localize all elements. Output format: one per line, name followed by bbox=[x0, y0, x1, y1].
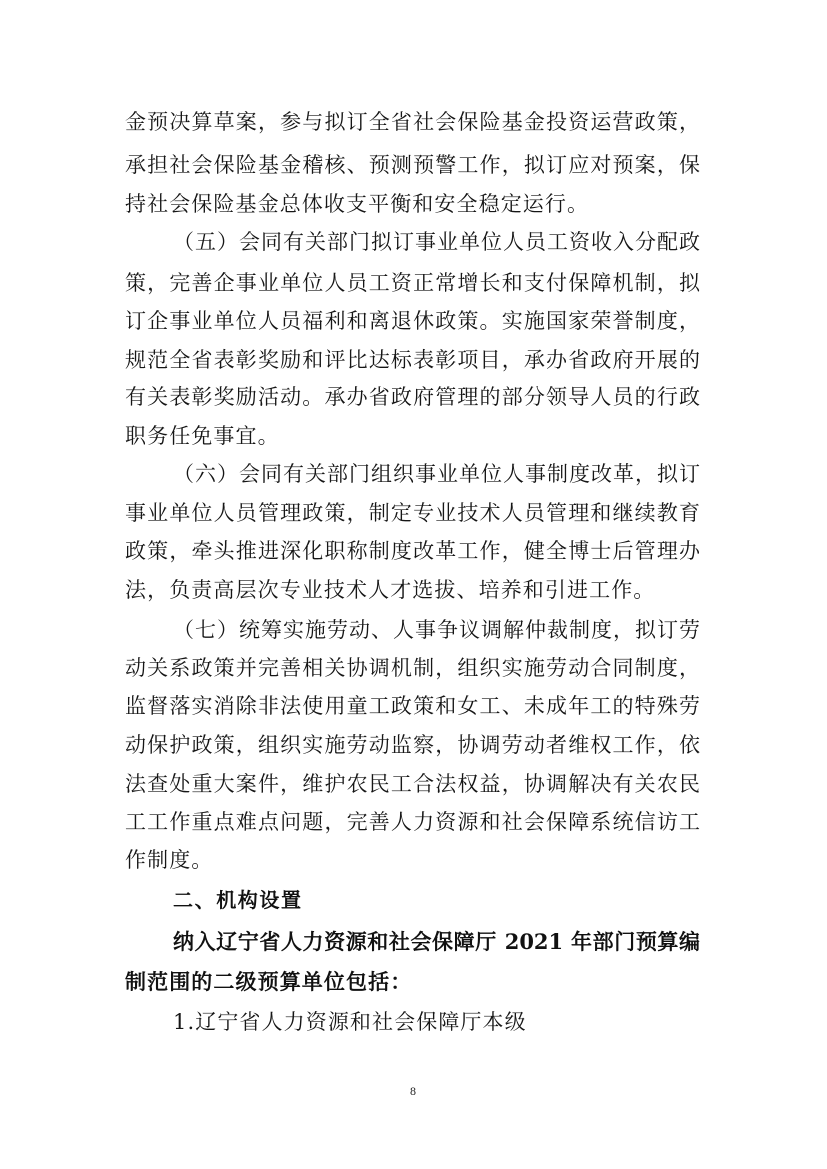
paragraph-line: 规范全省表彰奖励和评比达标表彰项目，承办省政府开展的 bbox=[125, 348, 700, 372]
paragraph-line: 持社会保险基金总体收支平衡和安全稳定运行。 bbox=[125, 192, 590, 216]
paragraph-line: 职务任免事宜。 bbox=[125, 424, 280, 448]
paragraph-line-item-5: （五）会同有关部门拟订事业单位人员工资收入分配政 bbox=[173, 230, 700, 254]
page-number: 8 bbox=[410, 1084, 416, 1098]
paragraph-line-item-6: （六）会同有关部门组织事业单位人事制度改革，拟订 bbox=[173, 462, 700, 486]
paragraph-line: 工工作重点难点问题，完善人力资源和社会保障系统信访工 bbox=[125, 810, 700, 834]
section-heading: 二、机构设置 bbox=[173, 888, 303, 912]
paragraph-line: 动保护政策，组织实施劳动监察，协调劳动者维权工作，依 bbox=[125, 733, 700, 757]
paragraph-line: 策，完善企事业单位人员工资正常增长和支付保障机制，拟 bbox=[125, 271, 700, 295]
paragraph-line: 法查处重大案件，维护农民工合法权益，协调解决有关农民 bbox=[125, 772, 700, 796]
paragraph-line: 法，负责高层次专业技术人才选拔、培养和引进工作。 bbox=[125, 578, 656, 602]
paragraph-line: 动关系政策并完善相关协调机制，组织实施劳动合同制度， bbox=[125, 656, 700, 680]
unit-list-item: 1.辽宁省人力资源和社会保障厅本级 bbox=[173, 1010, 527, 1034]
paragraph-line: 订企事业单位人员福利和离退休政策。实施国家荣誉制度， bbox=[125, 309, 700, 333]
paragraph-line: 有关表彰奖励活动。承办省政府管理的部分领导人员的行政 bbox=[125, 385, 700, 409]
paragraph-line: 监督落实消除非法使用童工政策和女工、未成年工的特殊劳 bbox=[125, 694, 700, 718]
paragraph-line-item-7: （七）统筹实施劳动、人事争议调解仲裁制度，拟订劳 bbox=[173, 618, 700, 642]
scope-statement-line: 制范围的二级预算单位包括： bbox=[125, 969, 413, 994]
paragraph-line: 事业单位人员管理政策，制定专业技术人员管理和继续教育 bbox=[125, 501, 700, 525]
paragraph-line: 承担社会保险基金稽核、预测预警工作，拟订应对预案，保 bbox=[125, 153, 700, 177]
scope-statement-line: 纳入辽宁省人力资源和社会保障厅 2021 年部门预算编 bbox=[173, 929, 700, 954]
paragraph-line: 政策，牵头推进深化职称制度改革工作，健全博士后管理办 bbox=[125, 539, 700, 563]
paragraph-line: 作制度。 bbox=[125, 848, 214, 872]
paragraph-line: 金预决算草案，参与拟订全省社会保险基金投资运营政策， bbox=[125, 110, 700, 134]
